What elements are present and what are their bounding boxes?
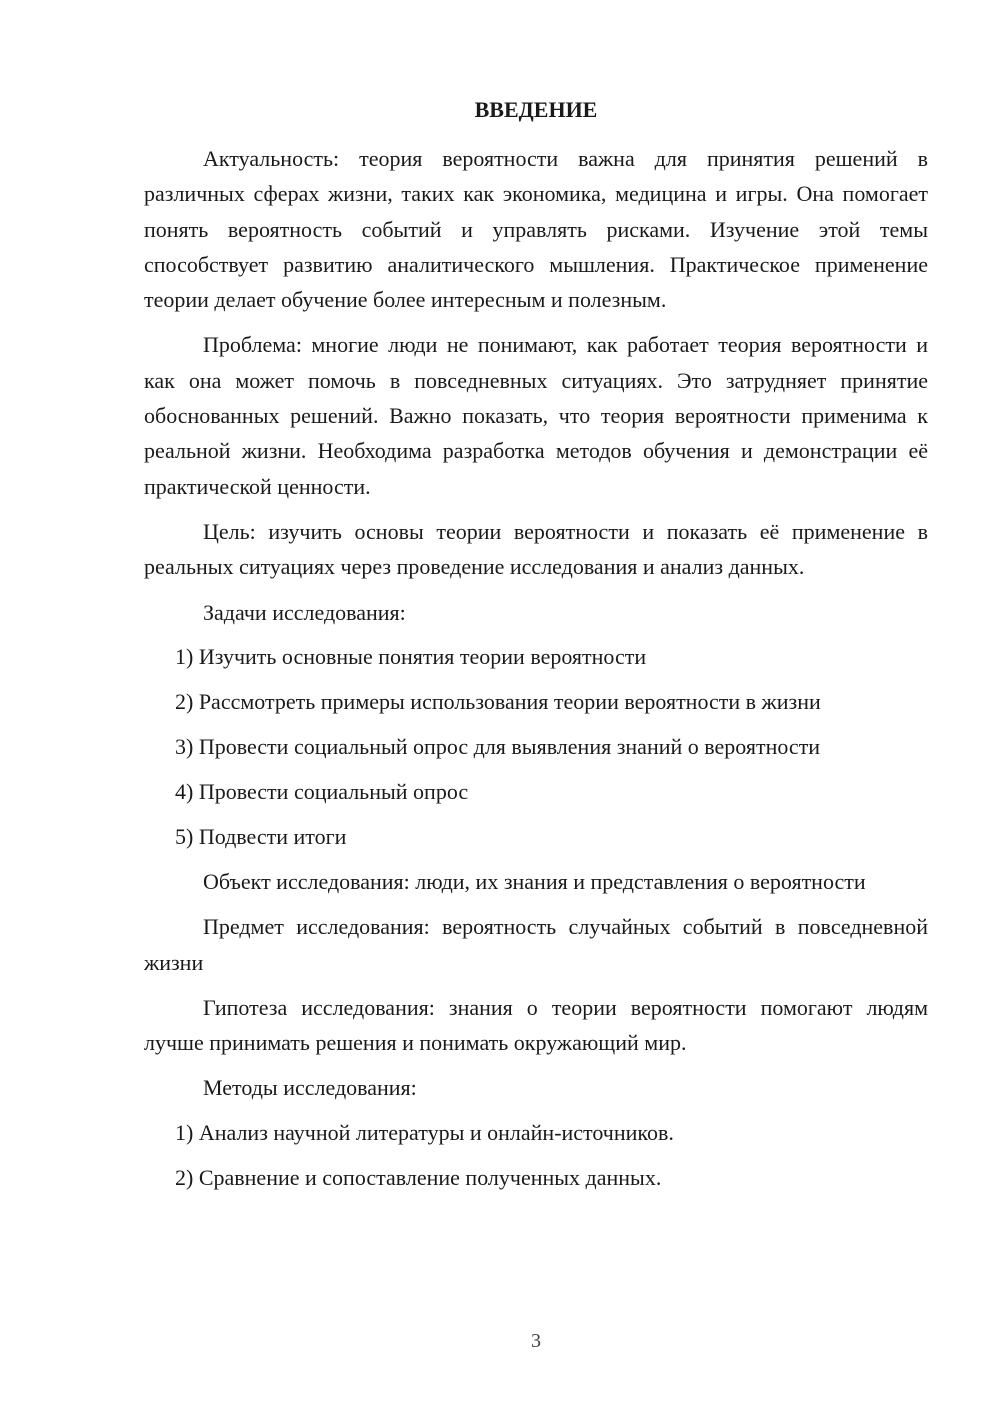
methods-title: Методы исследования: <box>203 1075 417 1101</box>
tasks-title: Задачи исследования: <box>203 599 406 625</box>
object-paragraph: Объект исследования: люди, их знания и представления о вероятности <box>203 868 866 894</box>
page-number: 3 <box>531 1330 541 1352</box>
methods-list <box>144 1115 928 1195</box>
list-item: 5) Подвести итоги <box>175 824 347 850</box>
list-item: 2) Рассмотреть примеры использования теории вероятности в жизни <box>175 689 821 715</box>
list-item: 2) Сравнение и сопоставление полученных данных. <box>175 1165 662 1191</box>
subject-paragraph: Предмет исследования: вероятность случайных событий в повседневной жизни <box>144 914 928 975</box>
problem-paragraph: Проблема: многие люди не понимают, как работает теория вероятности и как она может помочь в повседневных ситуациях. Это затрудняет принятие обоснованных решений. Важно показать, что теория вероятности применима к реальной жизни. Необходима разработка методов обучения и демонстрации её практической ценности. <box>144 332 928 499</box>
list-item: 3) Провести социальный опрос для выявления знаний о вероятности <box>175 734 821 760</box>
section-heading: ВВЕДЕНИЕ <box>474 97 598 122</box>
list-item: 4) Провести социальный опрос <box>175 779 469 805</box>
tasks-list <box>144 639 928 854</box>
list-item: 1) Анализ научной литературы и онлайн-источников. <box>175 1120 674 1146</box>
goal-paragraph: Цель: изучить основы теории вероятности и показать её применение в реальных ситуациях через проведение исследования и анализ данных. <box>144 518 928 580</box>
page-content <box>144 92 928 1205</box>
hypothesis-paragraph: Гипотеза исследования: знания о теории вероятности помогают людям лучше принимать решения и понимать окружающий мир. <box>144 994 928 1056</box>
list-item: 1) Изучить основные понятия теории вероятности <box>175 644 647 670</box>
relevance-paragraph: Актуальность: теория вероятности важна для принятия решений в различных сферах жизни, таких как экономика, медицина и игры. Она помогает понять вероятность событий и управлять рисками. Изучение этой темы способствует развитию аналитического мышления. Практическое применение теории делает обучение более интересным и полезным. <box>144 146 928 313</box>
